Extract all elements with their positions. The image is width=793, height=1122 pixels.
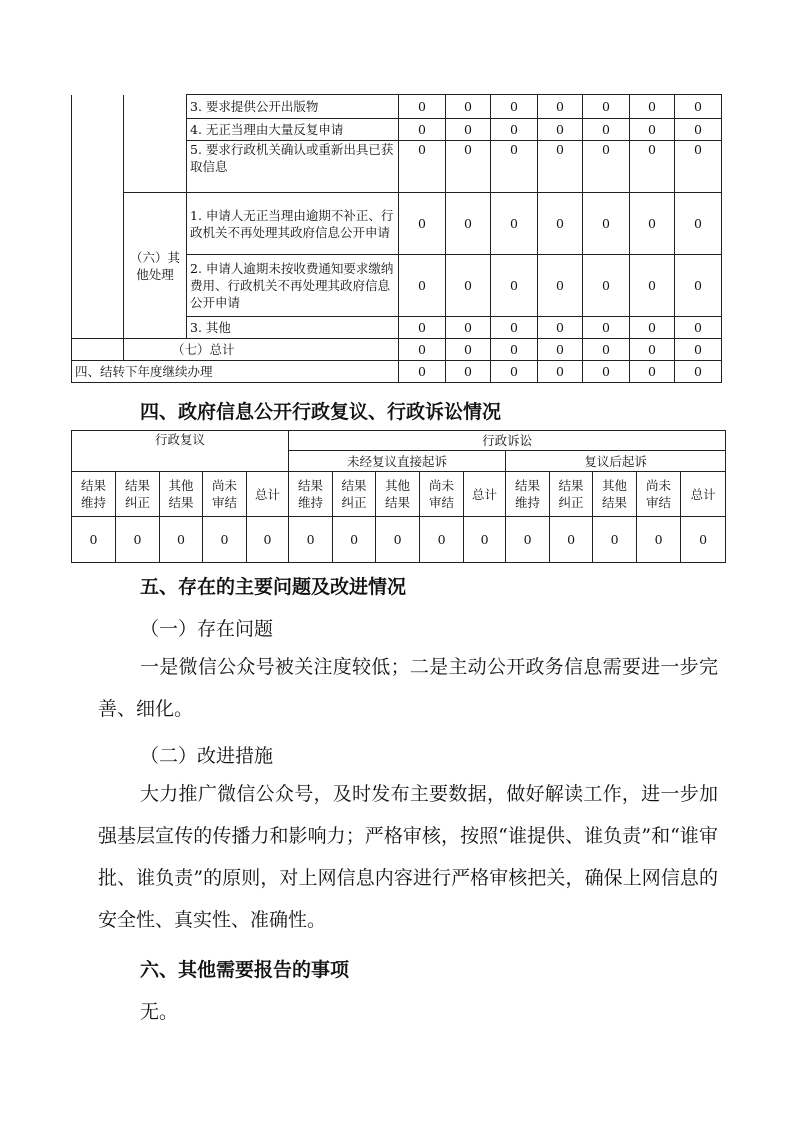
- paragraph-problems: 一是微信公众号被关注度较低；二是主动公开政务信息需要进一步完善、细化。: [98, 656, 718, 720]
- table-cell: 0: [399, 193, 446, 255]
- category-label-other: （六）其他处理: [124, 193, 187, 339]
- table-cell: 0: [446, 255, 491, 317]
- table-cell: 0: [681, 517, 726, 563]
- table-cell: 0: [538, 193, 583, 255]
- header-no-review: 未经复议直接起诉: [289, 451, 506, 472]
- table-cell: 0: [491, 95, 538, 119]
- table-row: [72, 95, 722, 119]
- table-cell: 0: [399, 339, 446, 361]
- table-row: [72, 339, 722, 361]
- table-cell: 0: [630, 339, 675, 361]
- column-header: 总计: [247, 472, 289, 517]
- table-cell: 0: [538, 255, 583, 317]
- column-header: 结果纠正: [550, 472, 593, 517]
- table-cell: 0: [399, 255, 446, 317]
- table-cell: 0: [538, 95, 583, 119]
- row-label: 3. 要求提供公开出版物: [187, 95, 399, 119]
- processing-results-table: [71, 94, 722, 383]
- section6-heading: 六、其他需要报告的事项: [140, 959, 350, 981]
- paragraph-measures: 大力推广微信公众号，及时发布主要数据，做好解读工作，进一步加强基层宣传的传播力和影响力；严格审核，按照“谁提供、谁负责”和“谁审批、谁负责”的原则，对上网信息内容进行严格审核把关，确保上网信息的安全性、真实性、准确性。: [98, 783, 718, 931]
- row-label: 4. 无正当理由大量反复申请: [187, 119, 399, 141]
- review-litigation-table: [71, 430, 726, 563]
- table-cell: 0: [399, 361, 446, 383]
- section4-heading: 四、政府信息公开行政复议、行政诉讼情况: [140, 401, 502, 423]
- table-cell: 0: [583, 95, 630, 119]
- table-cell: [124, 95, 187, 193]
- table-cell: 0: [333, 517, 376, 563]
- table-cell: 0: [203, 517, 247, 563]
- table-cell: 0: [675, 95, 722, 119]
- table-cell: 0: [583, 141, 630, 193]
- table-cell: 0: [630, 193, 675, 255]
- table-cell: 0: [583, 255, 630, 317]
- table-cell: 0: [491, 361, 538, 383]
- table-cell: 0: [491, 119, 538, 141]
- table-cell: 0: [675, 317, 722, 339]
- table-cell: 0: [583, 317, 630, 339]
- column-header: 结果维持: [289, 472, 333, 517]
- row-label: 2. 申请人逾期未按收费通知要求缴纳费用、行政机关不再处理其政府信息公开申请: [187, 255, 399, 317]
- table-cell: 0: [420, 517, 464, 563]
- table-cell: 0: [446, 141, 491, 193]
- table-cell: 0: [464, 517, 506, 563]
- table-cell: 0: [583, 193, 630, 255]
- table-cell: 0: [491, 339, 538, 361]
- row-label: 5. 要求行政机关确认或重新出具已获取信息: [187, 141, 399, 193]
- column-header: 总计: [464, 472, 506, 517]
- column-header: 尚未审结: [637, 472, 681, 517]
- carry-row-label: 四、结转下年度继续办理: [72, 361, 399, 383]
- table-cell: 0: [289, 517, 333, 563]
- table-cell: 0: [583, 361, 630, 383]
- section5-heading: 五、存在的主要问题及改进情况: [140, 576, 407, 598]
- table-cell: 0: [376, 517, 420, 563]
- table-cell: 0: [399, 141, 446, 193]
- table-cell: 0: [538, 317, 583, 339]
- table-cell: 0: [399, 317, 446, 339]
- column-header: 尚未审结: [203, 472, 247, 517]
- table-cell: 0: [630, 255, 675, 317]
- table-cell: 0: [491, 193, 538, 255]
- table-cell: 0: [399, 95, 446, 119]
- table-cell: 0: [538, 361, 583, 383]
- table-row: [72, 431, 726, 451]
- table-cell: 0: [675, 255, 722, 317]
- table-cell: 0: [538, 339, 583, 361]
- table-cell: 0: [446, 95, 491, 119]
- table-cell: [72, 95, 124, 339]
- table-cell: 0: [538, 119, 583, 141]
- table-cell: 0: [72, 517, 116, 563]
- table-cell: 0: [116, 517, 160, 563]
- table-cell: 0: [491, 317, 538, 339]
- table-cell: 0: [506, 517, 550, 563]
- column-header: 尚未审结: [420, 472, 464, 517]
- table-cell: 0: [630, 141, 675, 193]
- table-cell: 0: [399, 119, 446, 141]
- table-cell: 0: [583, 339, 630, 361]
- table-cell: [72, 339, 124, 361]
- table-cell: 0: [491, 255, 538, 317]
- table-cell: 0: [630, 361, 675, 383]
- table-cell: 0: [538, 141, 583, 193]
- table-cell: 0: [675, 119, 722, 141]
- table-cell: 0: [491, 141, 538, 193]
- table-cell: 0: [446, 193, 491, 255]
- table-cell: 0: [630, 95, 675, 119]
- total-row-label: （七）总计: [124, 339, 399, 361]
- column-header: 其他结果: [160, 472, 203, 517]
- header-after-review: 复议后起诉: [506, 451, 726, 472]
- column-header: 结果纠正: [116, 472, 160, 517]
- table-cell: 0: [630, 119, 675, 141]
- table-cell: 0: [593, 517, 637, 563]
- table-cell: 0: [583, 119, 630, 141]
- table-cell: 0: [675, 141, 722, 193]
- column-header: 结果维持: [506, 472, 550, 517]
- table-cell: 0: [675, 339, 722, 361]
- column-header: 结果纠正: [333, 472, 376, 517]
- subheading-measures: （二）改进措施: [140, 745, 274, 767]
- column-header: 结果维持: [72, 472, 116, 517]
- table-cell: 0: [675, 193, 722, 255]
- table-row: [72, 193, 722, 255]
- table-cell: 0: [247, 517, 289, 563]
- table-cell: 0: [675, 361, 722, 383]
- table-row: [72, 517, 726, 563]
- table-cell: 0: [446, 119, 491, 141]
- table-cell: 0: [446, 361, 491, 383]
- row-label: 3. 其他: [187, 317, 399, 339]
- table-cell: 0: [160, 517, 203, 563]
- column-header: 总计: [681, 472, 726, 517]
- header-litigation: 行政诉讼: [289, 431, 726, 451]
- section6-text: 无。: [140, 1001, 179, 1023]
- table-row: [72, 472, 726, 517]
- table-cell: 0: [630, 317, 675, 339]
- table-row: [72, 361, 722, 383]
- table-cell: 0: [446, 339, 491, 361]
- column-header: 其他结果: [593, 472, 637, 517]
- subheading-problems: （一）存在问题: [140, 618, 274, 640]
- column-header: 其他结果: [376, 472, 420, 517]
- header-admin-review: 行政复议: [72, 431, 289, 472]
- table-cell: 0: [637, 517, 681, 563]
- row-label: 1. 申请人无正当理由逾期不补正、行政机关不再处理其政府信息公开申请: [187, 193, 399, 255]
- table-cell: 0: [550, 517, 593, 563]
- table-cell: 0: [446, 317, 491, 339]
